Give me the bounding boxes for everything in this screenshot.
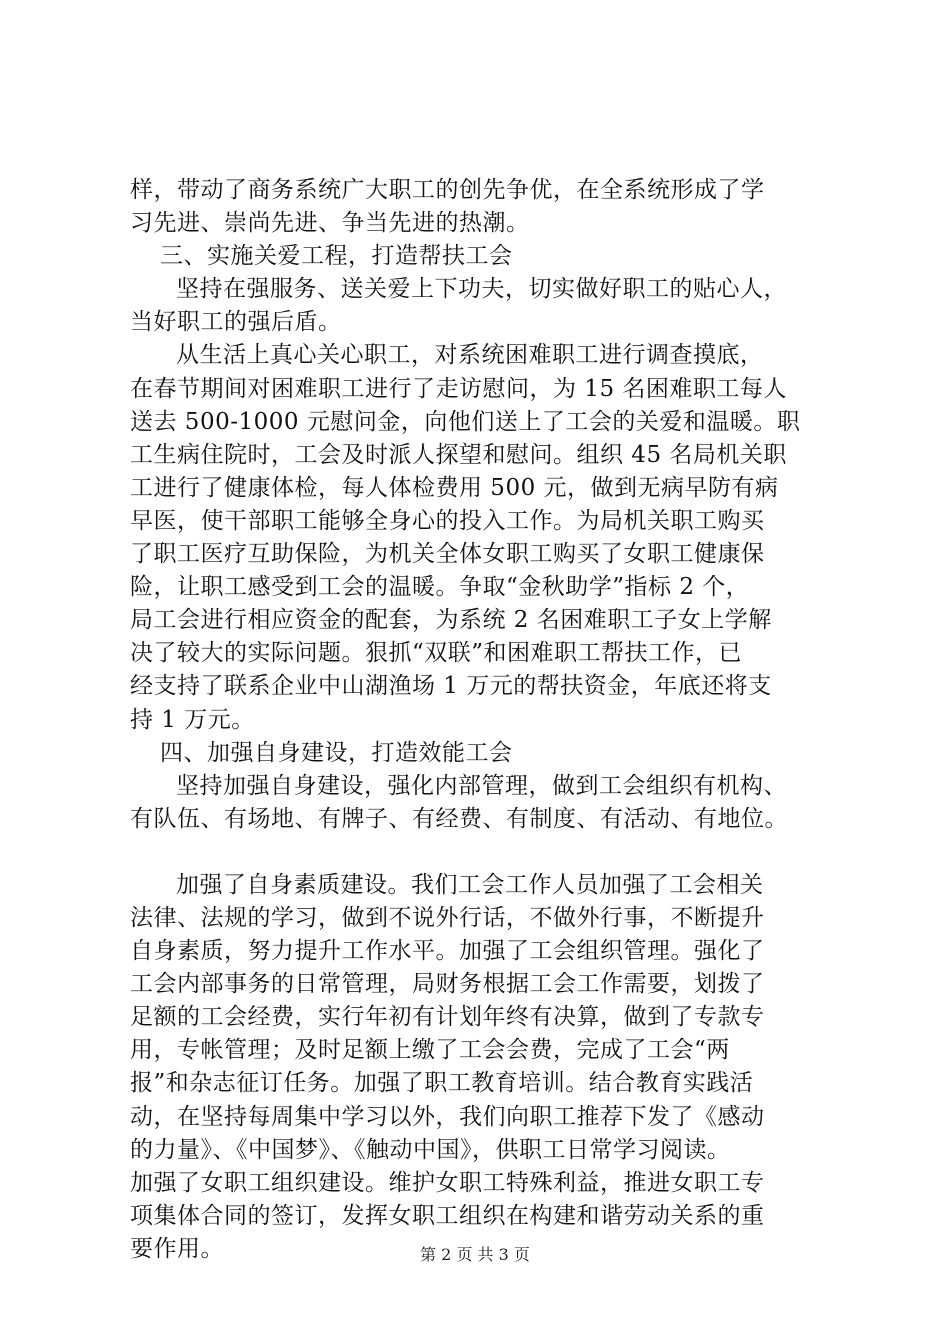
- text-line: 有队伍、有场地、有牌子、有经费、有制度、有活动、有地位。: [130, 805, 788, 832]
- section-heading: [130, 240, 850, 273]
- text-line: 用，专帐管理；及时足额上缴了工会会费，完成了工会“两: [130, 1037, 730, 1064]
- heading-text: 三、实施关爱工程，打造帮扶工会: [160, 243, 513, 270]
- text-line: 经支持了联系企业中山湖渔场 1 万元的帮扶资金，年底还将支: [130, 673, 772, 700]
- text-line: 从生活上真心关心职工，对系统困难职工进行调查摸底，: [176, 342, 764, 369]
- text-line: 项集体合同的签订，发挥女职工组织在构建和谐劳动关系的重: [130, 1202, 765, 1229]
- text-line: 习先进、崇尚先进、争当先进的热潮。: [130, 210, 530, 237]
- text-line: 动，在坚持每周集中学习以外，我们向职工推荐下发了《感动: [130, 1103, 765, 1130]
- text-line: 要作用。: [130, 1235, 224, 1262]
- heading-text: 四、加强自身建设，打造效能工会: [160, 739, 513, 766]
- text-line: 当好职工的强后盾。: [130, 309, 342, 336]
- text-line: 决了较大的实际问题。狠抓“双联”和困难职工帮扶工作，已: [130, 640, 743, 667]
- text-line: 工会内部事务的日常管理，局财务根据工会工作需要，划拨了: [130, 971, 765, 998]
- section-heading: [130, 737, 850, 770]
- text-line: 在春节期间对困难职工进行了走访慰问，为 15 名困难职工每人: [130, 375, 787, 402]
- text-line: 了职工医疗互助保险，为机关全体女职工购买了女职工健康保: [130, 541, 765, 568]
- text-line: 自身素质，努力提升工作水平。加强了工会组织管理。强化了: [130, 938, 765, 965]
- paragraph: [130, 174, 850, 240]
- text-line: 加强了女职工组织建设。维护女职工特殊利益，推进女职工专: [130, 1169, 765, 1196]
- text-line: 局工会进行相应资金的配套，为系统 2 名困难职工子女上学解: [130, 607, 772, 634]
- paragraph: [130, 770, 850, 836]
- text-line: 早医，使干部职工能够全身心的投入工作。为局机关职工购买: [130, 507, 765, 534]
- text-line: 加强了自身素质建设。我们工会工作人员加强了工会相关: [176, 871, 764, 898]
- paragraph: [130, 869, 850, 1266]
- text-line: 送去 500-1000 元慰问金，向他们送上了工会的关爱和温暖。职: [130, 408, 801, 435]
- text-line: 的力量》、《中国梦》、《触动中国》，供职工日常学习阅读。: [130, 1136, 731, 1163]
- document-body: [130, 174, 850, 1266]
- text-line: 报”和杂志征订任务。加强了职工教育培训。结合教育实践活: [130, 1070, 754, 1097]
- paragraph-gap: [130, 836, 850, 869]
- text-line: 工进行了健康体检，每人体检费用 500 元，做到无病早防有病: [130, 474, 779, 501]
- text-line: 坚持加强自身建设，强化内部管理，做到工会组织有机构、: [176, 772, 787, 799]
- paragraph: [130, 273, 850, 339]
- text-line: 坚持在强服务、送关爱上下功夫，切实做好职工的贴心人，: [176, 276, 787, 303]
- text-line: 险，让职工感受到工会的温暖。争取“金秋助学”指标 2 个，: [130, 574, 750, 601]
- text-line: 工生病住院时，工会及时派人探望和慰问。组织 45 名局机关职: [130, 441, 787, 468]
- text-line: 法律、法规的学习，做到不说外行话，不做外行事，不断提升: [130, 904, 765, 931]
- page-footer: 第 2 页 共 3 页: [420, 1245, 530, 1264]
- paragraph: [130, 339, 850, 736]
- text-line: 足额的工会经费，实行年初有计划年终有决算，做到了专款专: [130, 1004, 765, 1031]
- text-line: 持 1 万元。: [130, 706, 255, 733]
- text-line: 样，带动了商务系统广大职工的创先争优，在全系统形成了学: [130, 177, 765, 203]
